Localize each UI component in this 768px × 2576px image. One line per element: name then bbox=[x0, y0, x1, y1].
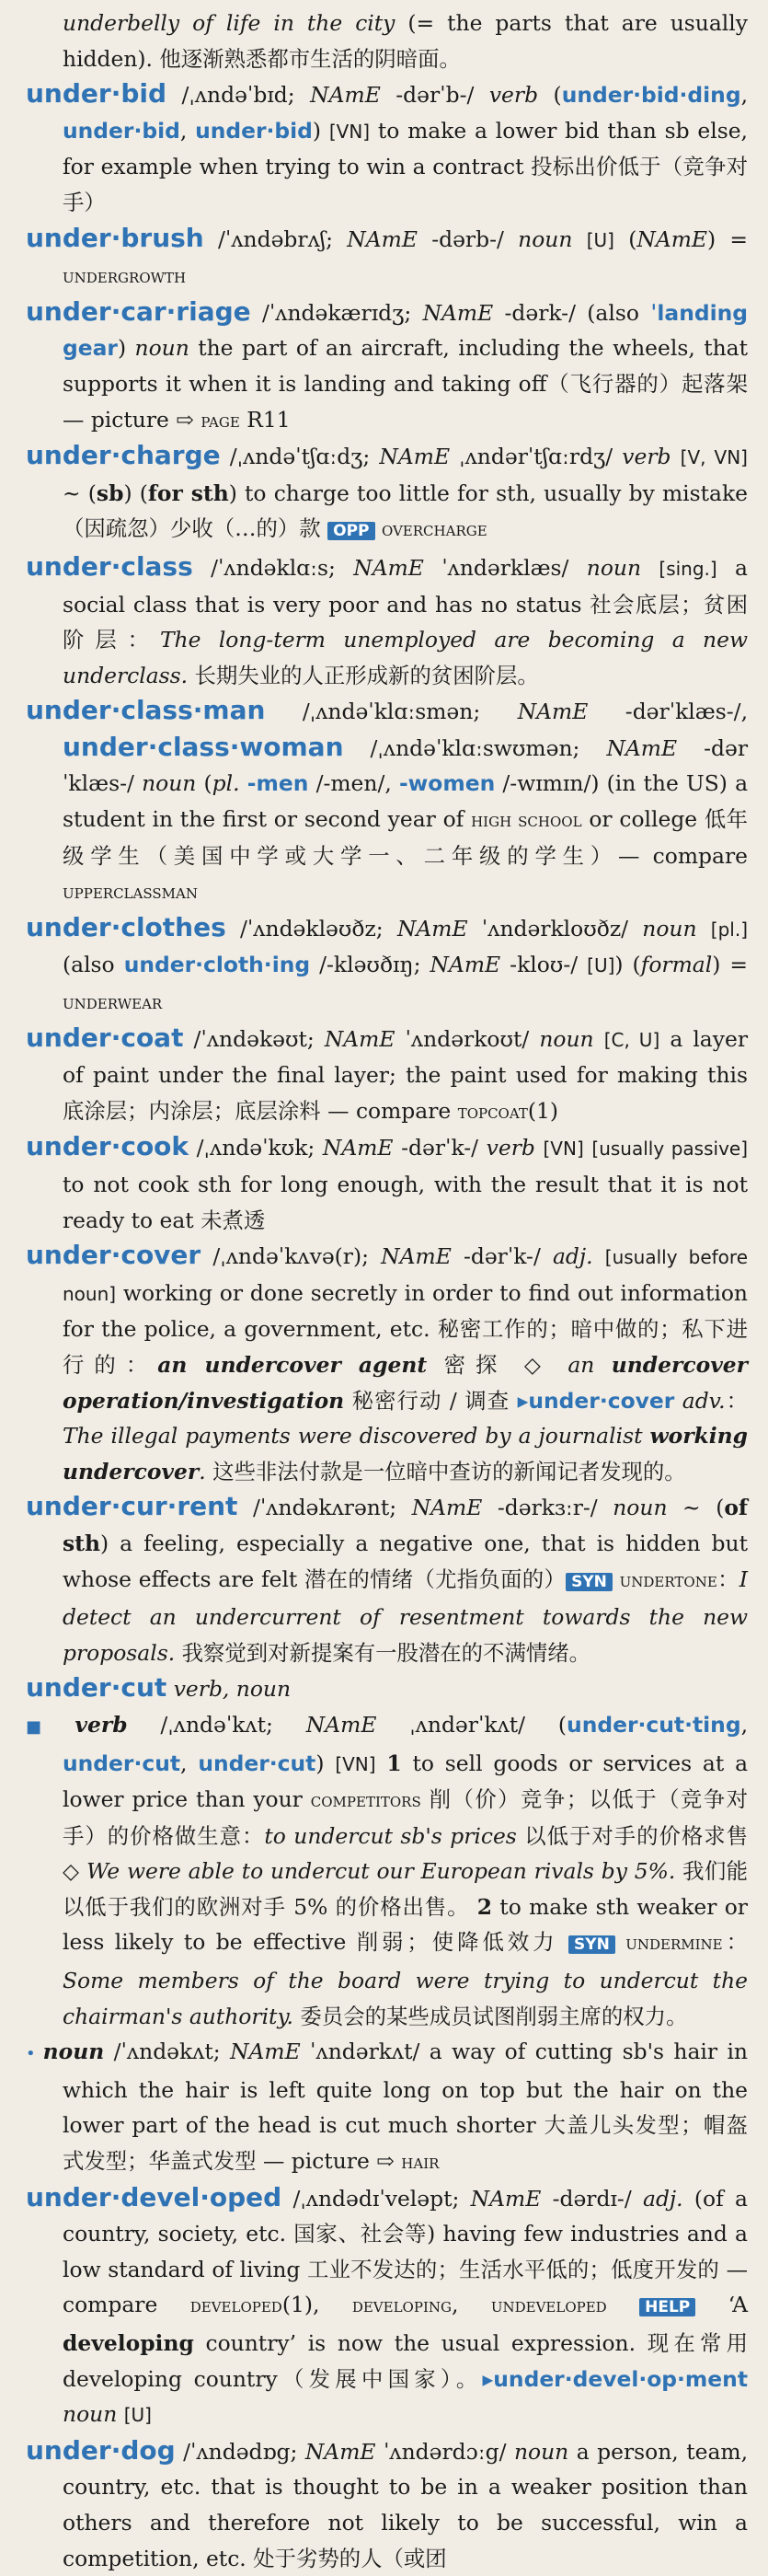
dictionary-entry: under·class /ˈʌndəklɑːs; NAmE ˈʌndərklæs/ noun [sing.] a social class that is very poor and has no status 社会底层；贫困阶层：The long-term unemployed are becoming a new underclass. 长期失业的人正形成新的贫困阶层。 bbox=[26, 550, 748, 688]
dictionary-entry: under·bid /ˌʌndəˈbɪd; NAmE -dərˈb-/ verb (under·bid·ding, under·bid, under·bid) [VN] to make a lower bid than sb else, for example when trying to win a contract 投标出价低于（竞争对手） bbox=[26, 78, 749, 215]
dictionary-entry: under·devel·oped /ˌʌndədɪˈveləpt; NAmE -dərdɪ-/ adj. (of a country, society, etc. 国家、社会等) having few industries and a low standard of living 工业不发达的；生活水平低的；低度开发的 — compare developed(1), developing, undeveloped HELP ‘A developing country’ is now the usual expression. 现在常用 developing country（发展中国家）。▸under·devel·op·ment noun [U] bbox=[26, 2181, 749, 2428]
entry-list bbox=[26, 6, 749, 2576]
dictionary-entry: under·cook /ˌʌndəˈkʊk; NAmE -dərˈk-/ verb [VN] [usually passive] to not cook sth for long enough, with the result that it is not ready to eat 未煮透 bbox=[26, 1131, 749, 1233]
dictionary-entry: under·cover /ˌʌndəˈkʌvə(r); NAmE -dərˈk-/ adj. [usually before noun] working or done secretly in order to find out information for the police, a government, etc. 秘密工作的；暗中做的；私下进行的：an undercover agent 密探 ◇ an undercover operation/investigation 秘密行动 / 调查 ▸under·cover adv.：The illegal payments were discovered by a journalist working undercover. 这些非法付款是一位暗中查访的新闻记者发现的。 bbox=[26, 1240, 749, 1484]
dictionary-entry: under·brush /ˈʌndəbrʌʃ; NAmE -dərb-/ noun [U] (NAmE) = undergrowth bbox=[26, 222, 748, 288]
dictionary-entry: under·charge /ˌʌndəˈtʃɑːdʒ; NAmE ˌʌndərˈtʃɑːrdʒ/ verb [V, VN] ~ (sb) (for sth) to charge too little for sth, usually by mistake（因疏忽）少收（…的）款 OPP overcharge bbox=[26, 440, 748, 542]
dictionary-entry: • noun /ˈʌndəkʌt; NAmE ˈʌndərkʌt/ a way of cutting sb's hair in which the hair is left quite long on top but the hair on the lower part of the head is cut much shorter 大盖儿头发型；帽盔式发型；华盖式发型 — picture ⇨ hair bbox=[26, 2039, 748, 2175]
dictionary-entry: ■ verb /ˌʌndəˈkʌt; NAmE ˌʌndərˈkʌt/ (under·cut·ting, under·cut, under·cut) [VN] 1 to sell goods or services at a lower price than your competitors 削（价）竞争；以低于（竞争对手）的价格做生意：to undercut sb's prices 以低于对手的价格求售 ◇ We were able to undercut our European rivals by 5%. 我们能以低于我们的欧洲对手 5% 的价格出售。 2 to make sth weaker or less likely to be effective 削弱；使降低效力 SYN undermine：Some members of the board were trying to undercut the chairman's authority. 委员会的某些成员试图削弱主席的权力。 bbox=[26, 1711, 749, 2029]
dictionary-entry: under·dog /ˈʌndədɒg; NAmE ˈʌndərdɔːg/ noun a person, team, country, etc. that is thought to be in a weaker position than others and therefore not likely to be successful, win a competition, etc. 处于劣势的人（或团 bbox=[26, 2434, 749, 2571]
dictionary-entry: under·coat /ˈʌndəkəʊt; NAmE ˈʌndərkoʊt/ noun [C, U] a layer of paint under the final layer; the paint used for making this 底涂层；内涂层；底层涂料 — compare topcoat(1) bbox=[26, 1022, 748, 1124]
entry-continuation: underbelly of life in the city (= the parts that are usually hidden). 他逐渐熟悉都市生活的阴暗面。 bbox=[63, 10, 748, 72]
dictionary-entry: under·clothes /ˈʌndəkləʊðz; NAmE ˈʌndərkloʊðz/ noun [pl.] (also under·cloth·ing /-kləʊðɪŋ; NAmE -kloʊ-/ [U]) (formal) = underwear bbox=[26, 911, 748, 1014]
dictionary-entry: under·class·man /ˌʌndəˈklɑːsmən; NAmE -dərˈklæs-/, under·class·woman /ˌʌndəˈklɑːswʊmən; NAmE -dərˈklæs-/ noun (pl. -men /-men/, -women /-wɪmɪn/) (in the US) a student in the first or second year of high school or college 低年级学生（美国中学或大学一、二年级的学生）— compare upperclassman bbox=[26, 695, 749, 904]
dictionary-entry: under·cut verb, noun bbox=[26, 1672, 292, 1704]
dictionary-entry: under·car·riage /ˈʌndəkærɪdʒ; NAmE -dərk-/ (also ˈlanding gear) noun the part of an aircraft, including the wheels, that supports it when it is landing and taking off（飞行器的）起落架 — picture ⇨ page R11 bbox=[26, 295, 749, 433]
dictionary-entry: under·cur·rent /ˈʌndəkʌrənt; NAmE -dərkɜːr-/ noun ~ (of sth) a feeling, especially a negative one, that is hidden but whose effects are felt 潜在的情绪（尤指负面的） SYN undertone：I detect an undercurrent of resentment towards the new proposals. 我察觉到对新提案有一股潜在的不满情绪。 bbox=[26, 1491, 748, 1666]
